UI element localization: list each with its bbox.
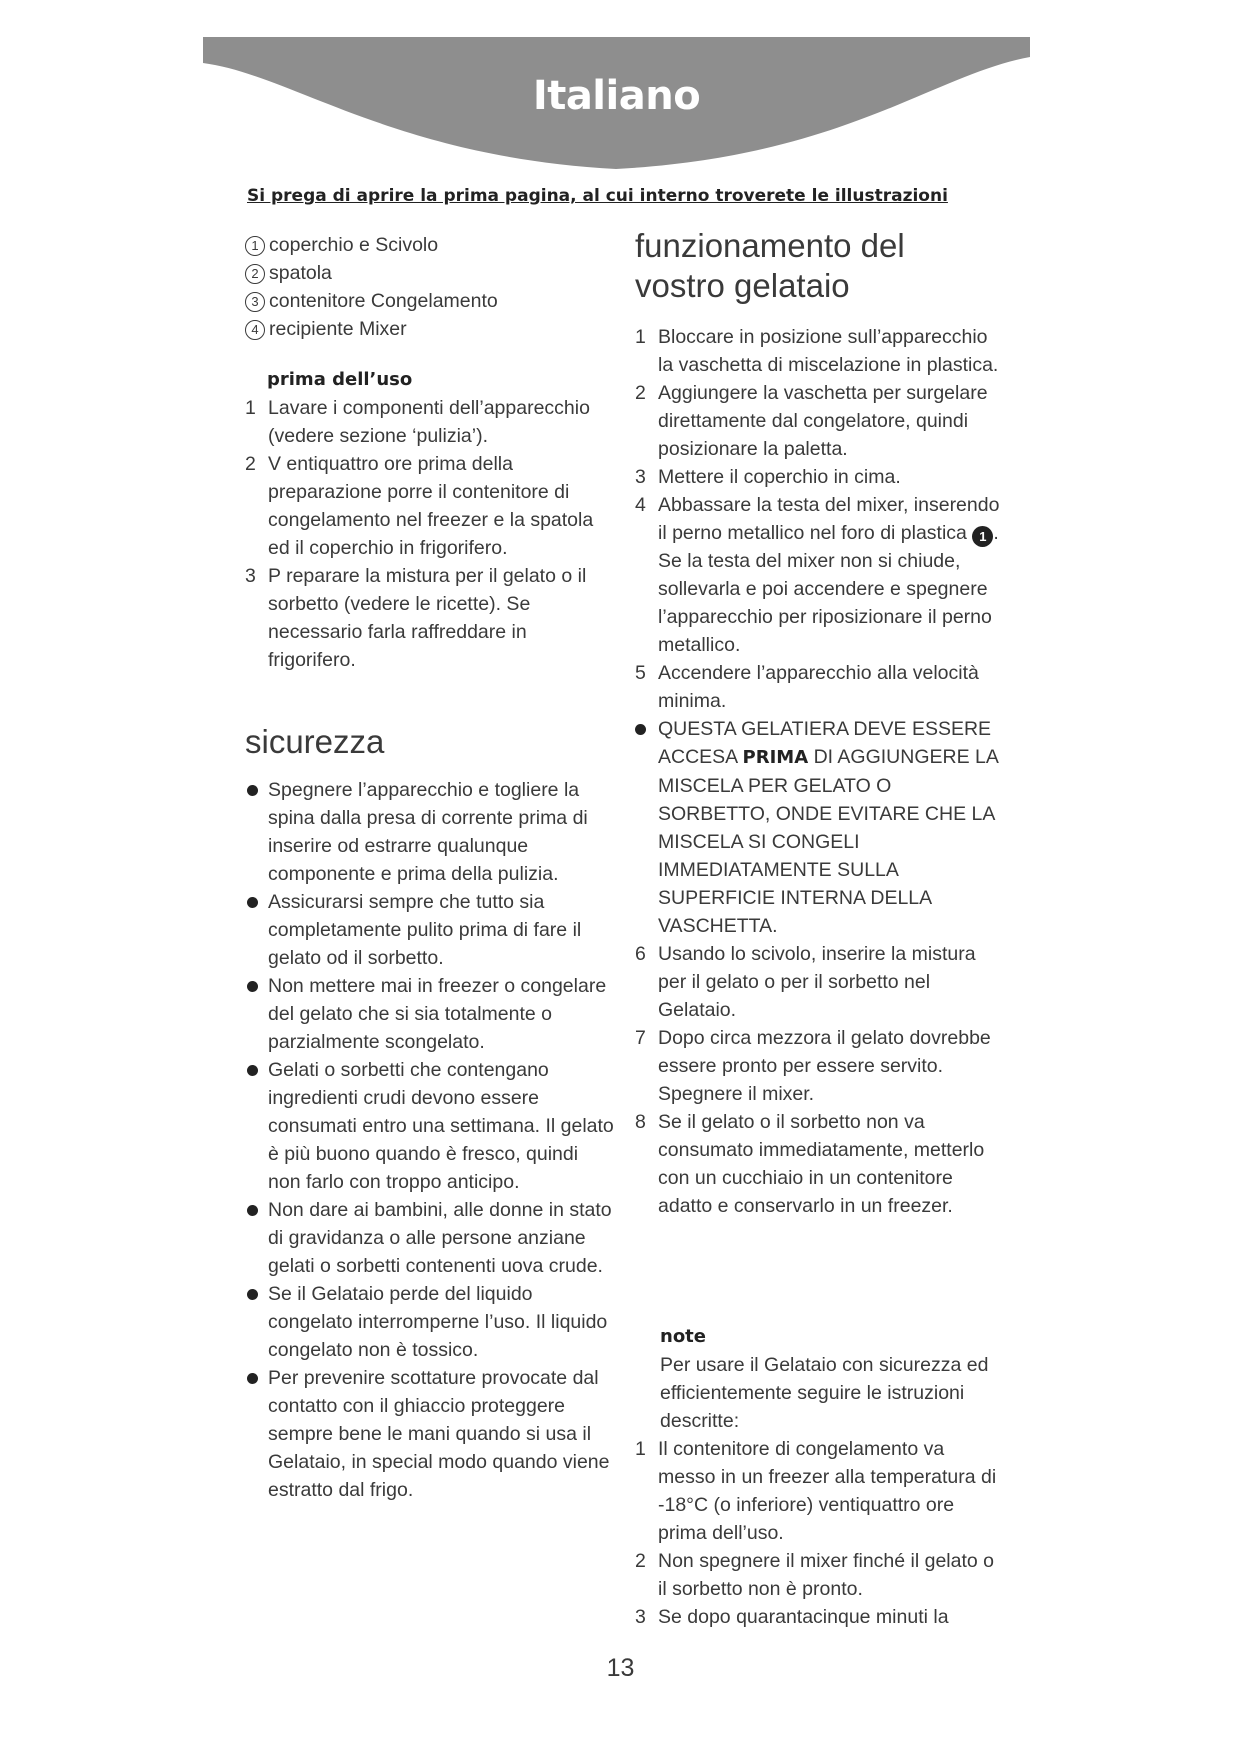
list-item: 4 Abbassare la testa del mixer, inserendo il perno metallico nel foro di plastica 1 . Se la testa del mixer non si chiude, sollevarla e poi accendere e spegnere l’apparecchio per riposizionare il perno metallico. [635,494,1000,656]
note-steps [635,1435,1005,1631]
bullet-icon [247,785,258,796]
part-label: recipiente Mixer [269,318,407,340]
warning-item: QUESTA GELATIERA DEVE ESSERE ACCESA PRIMA DI AGGIUNGERE LA MISCELA PER GELATO O SORBETTO, ONDE EVITARE CHE LA MISCELA SI CONGELI IMMEDIATAMENTE SULLA SUPERFICIE INTERNA DELLA VASCHETTA. [635,715,1005,940]
list-item: Non dare ai bambini, alle donne in stato di gravidanza o alle persone anziane gelati o sorbetti contenenti uova crude. [245,1196,615,1280]
bullet-icon [247,1205,258,1216]
part-label: spatola [269,262,332,284]
page-number: 13 [606,1654,635,1682]
intro-instruction: Si prega di aprire la prima pagina, al cui interno troverete le illustrazioni [247,186,948,206]
list-item: 3 P reparare la mistura per il gelato o il sorbetto (vedere le ricette). Se necessario farla raffreddare in frigorifero. [245,565,587,671]
list-item: 2 Aggiungere la vaschetta per surgelare direttamente dal congelatore, quindi posizionare la paletta. [635,382,988,460]
warning-list [635,715,1005,940]
list-item: 5 Accendere l’apparecchio alla velocità minima. [635,662,979,712]
illustration-callout-icon: 1 [972,526,993,547]
list-item: Spegnere l’apparecchio e togliere la spina dalla presa di corrente prima di inserire od estrarre qualunque componente e prima della pulizia. [245,776,615,888]
list-item: 3 Se dopo quarantacinque minuti la [635,1606,949,1628]
note-section [635,1323,1005,1631]
part-label: coperchio e Scivolo [269,234,439,256]
number-circle-icon: 3 [245,292,265,312]
bullet-icon [247,981,258,992]
bullet-icon [247,1373,258,1384]
operation-steps [635,323,1005,715]
part-label: contenitore Congelamento [269,290,498,312]
note-intro: Per usare il Gelataio con sicurezza ed efficientemente seguire le istruzioni descritte: [660,1354,989,1432]
part-item [245,231,498,259]
page-title: Italiano [532,73,701,119]
list-item: Non mettere mai in freezer o congelare del gelato che si sia totalmente o parzialmente scongelato. [245,972,615,1056]
bullet-icon [635,724,646,735]
list-item: 2 V entiquattro ore prima della preparazione porre il contenitore di congelamento nel freezer e la spatola ed il coperchio in frigorifero. [245,453,594,559]
list-item: 1 Il contenitore di congelamento va messo in un freezer alla temperatura di -18°C (o inferiore) ventiquattro ore prima dell’uso. [635,1438,997,1544]
operation-title: funzionamento del vostro gelataio [635,227,905,304]
operation-steps-cont [635,940,1005,1220]
list-item: 1 Bloccare in posizione sull’apparecchio la vaschetta di miscelazione in plastica. [635,326,999,376]
list-item: Gelati o sorbetti che contengano ingredienti crudi devono essere consumati entro una settimana. Il gelato è più buono quando è fresco, quindi non farlo con troppo anticipo. [245,1056,615,1196]
before-use-section [245,366,615,674]
list-item: Per prevenire scottature provocate dal contatto con il ghiaccio proteggere sempre bene le mani quando si usa il Gelataio, in special modo quando viene estratto dal frigo. [245,1364,615,1504]
parts-list [245,231,498,343]
language-header [203,37,1030,171]
before-use-steps [245,394,615,674]
part-item [245,315,498,343]
bullet-icon [247,1289,258,1300]
list-item: 1 Lavare i componenti dell’apparecchio (vedere sezione ‘pulizia’). [245,397,590,447]
list-item: Se il Gelataio perde del liquido congelato interromperne l’uso. Il liquido congelato non è tossico. [245,1280,615,1364]
list-item: 6 Usando lo scivolo, inserire la mistura per il gelato o per il sorbetto nel Gelataio. [635,943,976,1021]
part-item [245,287,498,315]
operation-section [635,323,1005,1220]
list-item: Assicurarsi sempre che tutto sia completamente pulito prima di fare il gelato od il sorbetto. [245,888,615,972]
number-circle-icon: 4 [245,320,265,340]
note-heading: note [660,1326,706,1347]
number-circle-icon: 1 [245,236,265,256]
bullet-icon [247,897,258,908]
list-item: 8 Se il gelato o il sorbetto non va consumato immediatamente, metterlo con un cucchiaio in un contenitore adatto e conservarlo in un freezer. [635,1111,985,1217]
number-circle-icon: 2 [245,264,265,284]
list-item: 3 Mettere il coperchio in cima. [635,466,901,488]
list-item: 2 Non spegnere il mixer finché il gelato o il sorbetto non è pronto. [635,1550,995,1600]
part-item [245,259,498,287]
before-use-heading: prima dell’uso [267,369,413,390]
safety-list [245,776,615,1504]
safety-title: sicurezza [245,723,385,760]
bullet-icon [247,1065,258,1076]
list-item: 7 Dopo circa mezzora il gelato dovrebbe essere pronto per essere servito. Spegnere il mixer. [635,1027,991,1105]
